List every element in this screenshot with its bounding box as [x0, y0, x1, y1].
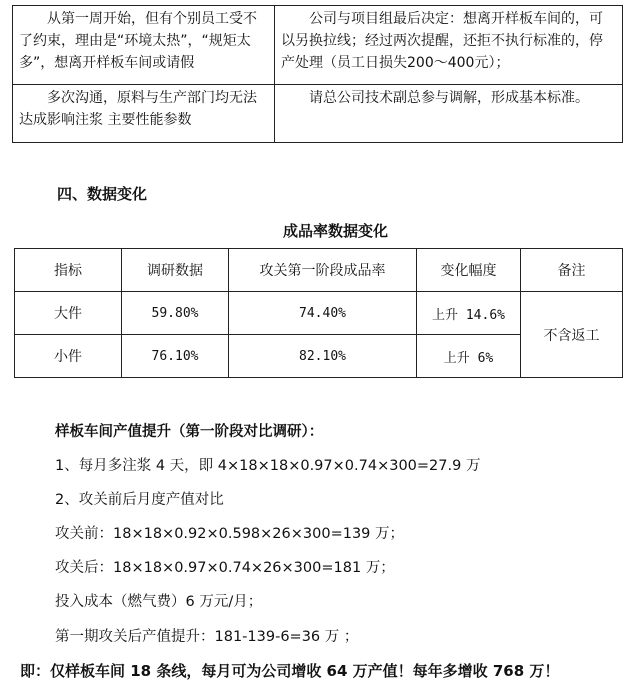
solution-text: 请总公司技术副总参与调解，形成基本标准。: [309, 90, 589, 106]
note-cell: 不含返工: [521, 292, 623, 378]
calc-line-2: 2、攻关前后月度产值对比: [55, 492, 224, 508]
row-label: 小件: [15, 335, 122, 378]
issue-text: 多次沟通，原料与生产部门均无法达成影响注浆 主要性能参数: [19, 90, 257, 128]
table-title: 成品率数据变化: [283, 222, 389, 240]
table-row: [13, 85, 623, 143]
header-cell: 指标: [15, 249, 122, 292]
survey-value: 76.10%: [122, 335, 229, 378]
header-cell: 变化幅度: [417, 249, 521, 292]
survey-value: 59.80%: [122, 292, 229, 335]
solution-cell: [275, 85, 623, 143]
table-row: [13, 6, 623, 85]
row-label: 大件: [15, 292, 122, 335]
change-value: 上升 6%: [417, 335, 521, 378]
solution-cell: [275, 6, 623, 85]
yield-table: [14, 248, 623, 378]
calc-line-1: 1、每月多注浆 4 天，即 4×18×18×0.97×0.74×300=27.9 万: [55, 458, 481, 474]
change-value: 上升 14.6%: [417, 292, 521, 335]
output-heading: 样板车间产值提升（第一阶段对比调研）：: [55, 424, 324, 440]
phase1-value: 82.10%: [229, 335, 417, 378]
header-cell: 调研数据: [122, 249, 229, 292]
issue-cell: [13, 6, 275, 85]
table-header-row: [15, 249, 623, 292]
before-value-line: 攻关前：18×18×0.92×0.598×26×300=139 万；: [55, 526, 405, 542]
measures-table: [12, 5, 623, 143]
summary-line: 即：仅样板车间 18 条线，每月可为公司增收 64 万产值！每年多增收 768 万！: [20, 662, 560, 680]
gain-line: 第一期攻关后产值提升：181-139-6=36 万 ；: [55, 629, 359, 645]
header-cell: 攻关第一阶段成品率: [229, 249, 417, 292]
solution-text: 公司与项目组最后决定：想离开样板车间的，可以另换拉线；经过两次提醒，还拒不执行标准的，停产处理（员工日损失200～400元）；: [281, 11, 603, 71]
phase1-value: 74.40%: [229, 292, 417, 335]
header-cell: 备注: [521, 249, 623, 292]
after-value-line: 攻关后：18×18×0.97×0.74×26×300=181 万；: [55, 560, 395, 576]
section-title: 四、数据变化: [57, 185, 148, 203]
issue-text: 从第一周开始，但有个别员工受不了约束，理由是“环境太热”，“规矩太多”，想离开样板车间或请假: [19, 11, 257, 71]
issue-cell: [13, 85, 275, 143]
table-row: [15, 292, 623, 335]
cost-line: 投入成本（燃气费）6 万元/月；: [55, 594, 263, 610]
